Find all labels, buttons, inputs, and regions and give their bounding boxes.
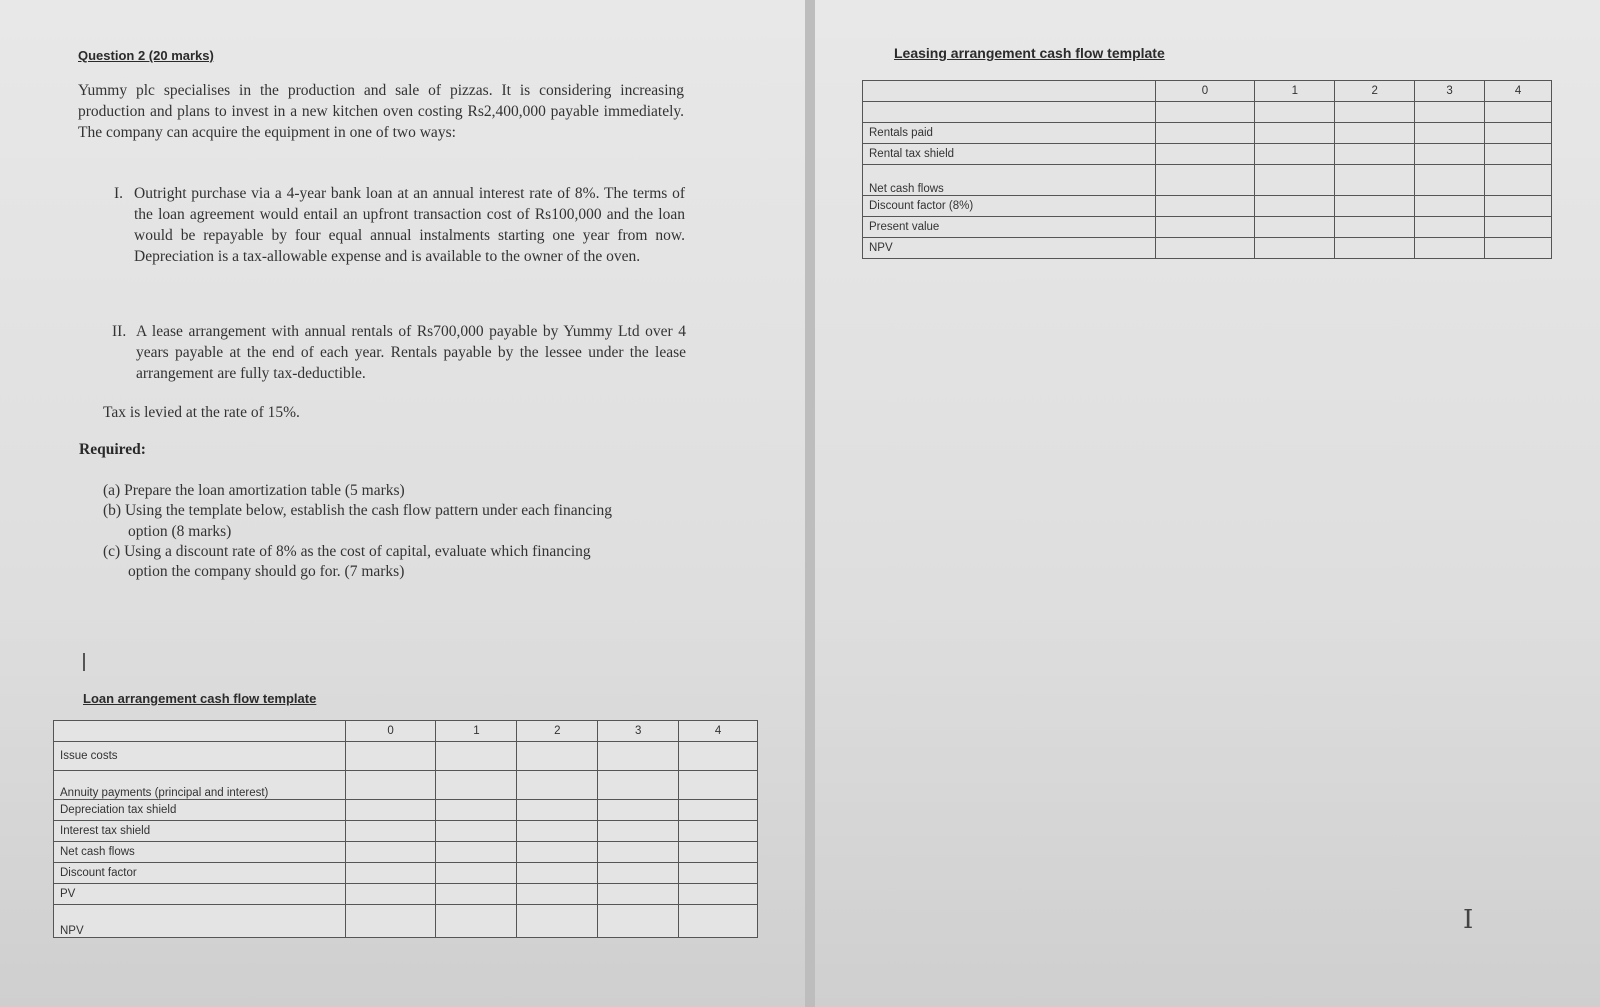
period-header: 3 — [598, 721, 679, 742]
question-title: Question 2 (20 marks) — [78, 48, 214, 63]
period-header: 4 — [1485, 81, 1552, 102]
table-cell[interactable] — [1255, 102, 1335, 123]
table-cell[interactable] — [679, 905, 758, 938]
table-cell[interactable] — [1485, 123, 1552, 144]
table-header-row — [54, 721, 758, 742]
row-label: NPV — [54, 905, 346, 938]
table-cell[interactable] — [1255, 238, 1335, 259]
table-cell[interactable] — [1415, 238, 1485, 259]
row-label: Net cash flows — [54, 842, 346, 863]
table-cell[interactable] — [517, 742, 598, 771]
table-row — [54, 800, 758, 821]
row-label: PV — [54, 884, 346, 905]
table-row — [54, 905, 758, 938]
table-row — [863, 165, 1552, 196]
table-cell[interactable] — [345, 884, 436, 905]
table-cell[interactable] — [1255, 196, 1335, 217]
table-cell[interactable] — [598, 821, 679, 842]
table-cell[interactable] — [1155, 165, 1255, 196]
table-cell[interactable] — [436, 905, 517, 938]
period-header: 1 — [436, 721, 517, 742]
table-cell[interactable] — [1155, 123, 1255, 144]
table-cell[interactable] — [436, 842, 517, 863]
right-page — [815, 0, 1600, 1007]
text-cursor-icon: I — [1463, 905, 1474, 935]
table-cell[interactable] — [598, 842, 679, 863]
table-cell[interactable] — [517, 842, 598, 863]
table-cell[interactable] — [1335, 217, 1415, 238]
table-row — [863, 123, 1552, 144]
table-cell[interactable] — [517, 800, 598, 821]
table-cell[interactable] — [1155, 144, 1255, 165]
table-cell[interactable] — [1415, 196, 1485, 217]
row-label: Rentals paid — [863, 123, 1156, 144]
table-cell[interactable] — [345, 842, 436, 863]
table-cell[interactable] — [1155, 196, 1255, 217]
table-cell[interactable] — [436, 863, 517, 884]
period-header: 0 — [345, 721, 436, 742]
intro-paragraph: Yummy plc specialises in the production and sale of pizzas. It is considering increasing production and plans to invest in a new kitchen oven costing Rs2,400,000 payable immediately. The company can acquire the equipment in one of two ways: — [78, 82, 684, 141]
table-row — [54, 842, 758, 863]
table-cell[interactable] — [1155, 102, 1255, 123]
table-cell[interactable] — [679, 800, 758, 821]
table-row — [54, 771, 758, 800]
row-label: Issue costs — [54, 742, 346, 771]
table-row — [54, 821, 758, 842]
option-1-text: Outright purchase via a 4-year bank loan at an annual interest rate of 8%. The terms of the loan agreement would entail an upfront transaction cost of Rs100,000 and the loan would be repayable by four equal annual instalments starting one year from now. Depreciation is a tax-allowable expense and is available to the owner of the oven. — [134, 185, 685, 265]
table-cell[interactable] — [598, 863, 679, 884]
text-cursor-mark — [83, 653, 85, 671]
requirement-c-line1: (c) Using a discount rate of 8% as the cost of capital, evaluate which financing — [103, 543, 591, 560]
table-cell[interactable] — [345, 742, 436, 771]
table-row — [54, 884, 758, 905]
tax-rate-line: Tax is levied at the rate of 15%. — [103, 404, 300, 421]
table-cell[interactable] — [1415, 102, 1485, 123]
row-label: Net cash flows — [863, 165, 1156, 196]
table-cell[interactable] — [1335, 165, 1415, 196]
table-cell[interactable] — [1155, 238, 1255, 259]
lease-template-title: Leasing arrangement cash flow template — [894, 45, 1165, 61]
table-row — [863, 144, 1552, 165]
table-cell[interactable] — [436, 742, 517, 771]
table-cell[interactable] — [1485, 102, 1552, 123]
table-cell[interactable] — [1335, 238, 1415, 259]
period-header: 3 — [1415, 81, 1485, 102]
requirement-b-line2: option (8 marks) — [128, 523, 232, 540]
table-cell[interactable] — [517, 905, 598, 938]
row-label: Discount factor — [54, 863, 346, 884]
table-cell[interactable] — [1255, 165, 1335, 196]
table-cell[interactable] — [436, 884, 517, 905]
table-cell[interactable] — [679, 884, 758, 905]
period-header: 0 — [1155, 81, 1255, 102]
row-label: NPV — [863, 238, 1156, 259]
option-2-number: II. — [112, 323, 127, 340]
table-cell[interactable] — [863, 102, 1156, 123]
loan-template-title: Loan arrangement cash flow template — [83, 691, 317, 706]
table-cell[interactable] — [436, 771, 517, 800]
table-cell[interactable] — [679, 821, 758, 842]
requirement-b-line1: (b) Using the template below, establish the cash flow pattern under each financing — [103, 502, 613, 519]
table-cell[interactable] — [1335, 102, 1415, 123]
table-cell[interactable] — [1255, 144, 1335, 165]
table-cell[interactable] — [679, 842, 758, 863]
table-cell[interactable] — [598, 884, 679, 905]
period-header: 2 — [1335, 81, 1415, 102]
table-cell[interactable] — [1255, 217, 1335, 238]
table-cell[interactable] — [1485, 196, 1552, 217]
page-gutter — [805, 0, 815, 1007]
table-cell[interactable] — [345, 771, 436, 800]
table-cell[interactable] — [517, 821, 598, 842]
table-cell[interactable] — [345, 905, 436, 938]
option-1-number: I. — [114, 185, 124, 202]
table-cell[interactable] — [679, 771, 758, 800]
table-cell[interactable] — [345, 800, 436, 821]
row-label: Rental tax shield — [863, 144, 1156, 165]
table-row — [863, 196, 1552, 217]
period-header: 1 — [1255, 81, 1335, 102]
requirement-a: (a) Prepare the loan amortization table (5 marks) — [103, 482, 405, 499]
table-cell[interactable] — [1155, 217, 1255, 238]
table-header-row — [863, 81, 1552, 102]
table-cell[interactable] — [517, 884, 598, 905]
table-cell[interactable] — [679, 863, 758, 884]
requirement-c-line2: option the company should go for. (7 marks) — [128, 563, 405, 580]
table-cell[interactable] — [345, 821, 436, 842]
table-row — [54, 742, 758, 771]
table-cell[interactable] — [1415, 144, 1485, 165]
table-row — [863, 217, 1552, 238]
row-label: Discount factor (8%) — [863, 196, 1156, 217]
required-title: Required: — [79, 441, 146, 458]
period-header: 4 — [679, 721, 758, 742]
period-header: 2 — [517, 721, 598, 742]
table-cell[interactable] — [598, 742, 679, 771]
table-cell[interactable] — [517, 863, 598, 884]
lease-cash-flow-table — [862, 80, 1552, 259]
option-2-text: A lease arrangement with annual rentals of Rs700,000 payable by Yummy Ltd over 4 years payable at the end of each year. Rentals payable by the lessee under the lease arrangement are fully tax-deductible. — [136, 323, 686, 382]
table-cell[interactable] — [1485, 217, 1552, 238]
table-cell[interactable] — [436, 800, 517, 821]
table-cell[interactable] — [1415, 165, 1485, 196]
row-label: Interest tax shield — [54, 821, 346, 842]
table-cell[interactable] — [1255, 123, 1335, 144]
table-cell[interactable] — [598, 800, 679, 821]
table-cell[interactable] — [1485, 238, 1552, 259]
table-cell[interactable] — [1485, 144, 1552, 165]
row-label: Depreciation tax shield — [54, 800, 346, 821]
table-cell[interactable] — [1415, 217, 1485, 238]
table-cell[interactable] — [1335, 123, 1415, 144]
table-cell[interactable] — [598, 905, 679, 938]
loan-cash-flow-table — [53, 720, 758, 938]
table-row — [863, 102, 1552, 123]
row-label: Annuity payments (principal and interest) — [54, 771, 346, 800]
table-cell[interactable] — [54, 721, 346, 742]
table-cell[interactable] — [679, 742, 758, 771]
table-cell[interactable] — [1335, 144, 1415, 165]
table-cell[interactable] — [436, 821, 517, 842]
table-cell[interactable] — [517, 771, 598, 800]
table-cell[interactable] — [598, 771, 679, 800]
table-cell[interactable] — [345, 863, 436, 884]
table-cell[interactable] — [1335, 196, 1415, 217]
table-cell[interactable] — [1485, 165, 1552, 196]
table-cell[interactable] — [863, 81, 1156, 102]
row-label: Present value — [863, 217, 1156, 238]
table-cell[interactable] — [1415, 123, 1485, 144]
table-row — [54, 863, 758, 884]
table-row — [863, 238, 1552, 259]
